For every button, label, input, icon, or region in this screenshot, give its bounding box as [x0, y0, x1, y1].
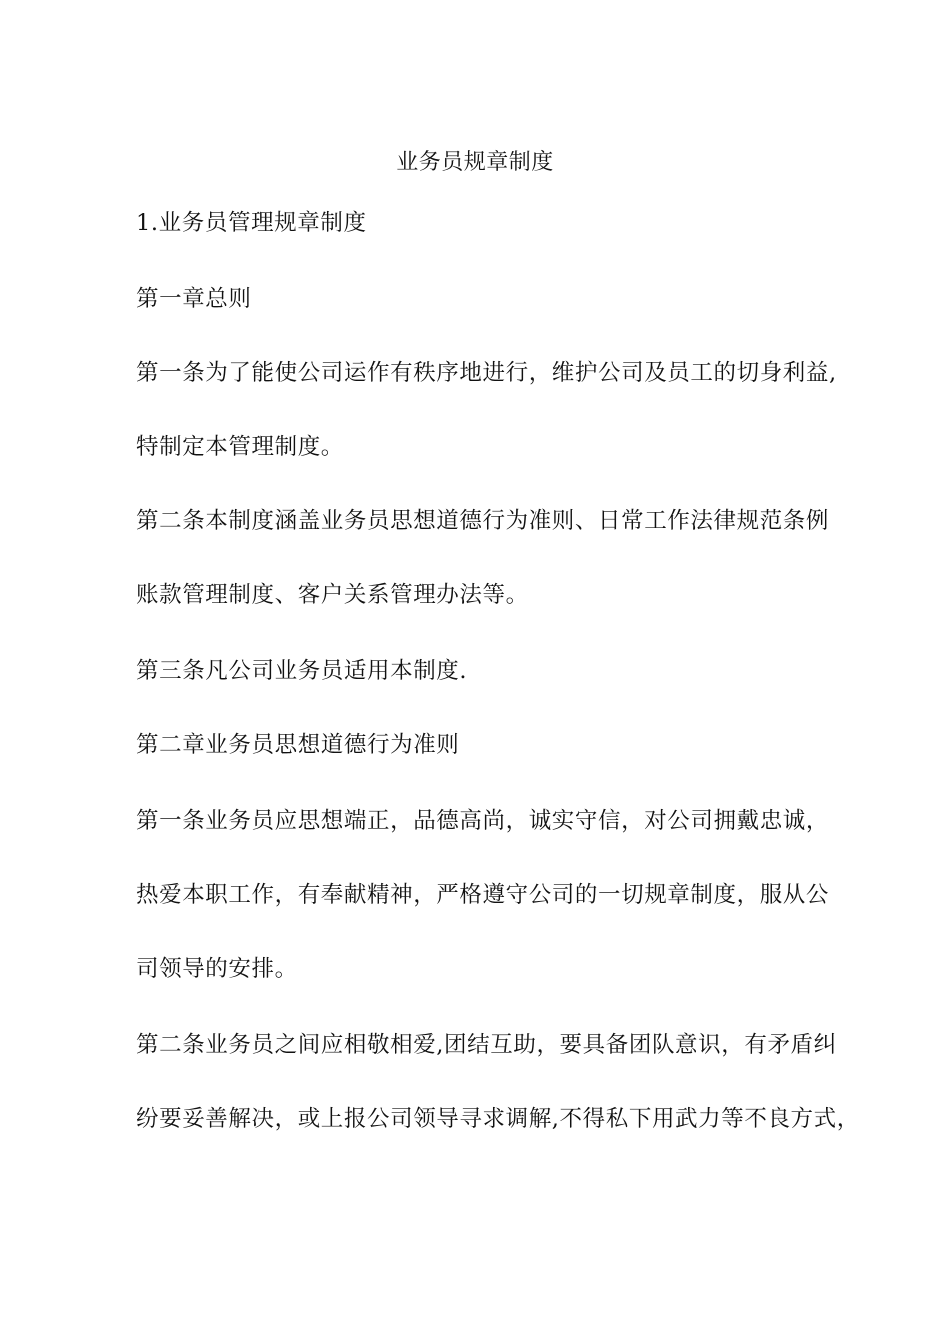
paragraph-line: 第一条业务员应思想端正，品德高尚，诚实守信，对公司拥戴忠诚，: [136, 808, 830, 834]
paragraph-line: 纷要妥善解决，或上报公司领导寻求调解,不得私下用武力等不良方式，: [136, 1106, 860, 1132]
paragraph-line: 第二条业务员之间应相敬相爱,团结互助，要具备团队意识，有矛盾纠: [136, 1032, 837, 1058]
document-title: 业务员规章制度: [396, 150, 554, 175]
section-heading: 1.业务员管理规章制度: [136, 210, 367, 236]
paragraph-line: 司领导的安排。: [136, 956, 298, 982]
paragraph-line: 账款管理制度、客户关系管理办法等。: [136, 582, 529, 608]
paragraph-line: 热爱本职工作，有奉献精神，严格遵守公司的一切规章制度，服从公: [136, 882, 830, 908]
chapter-heading: 第二章业务员思想道德行为准则: [136, 732, 460, 758]
paragraph-line: 第一条为了能使公司运作有秩序地进行，维护公司及员工的切身利益,: [136, 360, 837, 386]
paragraph-line: 特制定本管理制度。: [136, 434, 344, 460]
paragraph-line: 第三条凡公司业务员适用本制度.: [136, 658, 468, 684]
paragraph-line: 第二条本制度涵盖业务员思想道德行为准则、日常工作法律规范条例: [136, 508, 830, 534]
chapter-heading: 第一章总则: [136, 286, 252, 312]
